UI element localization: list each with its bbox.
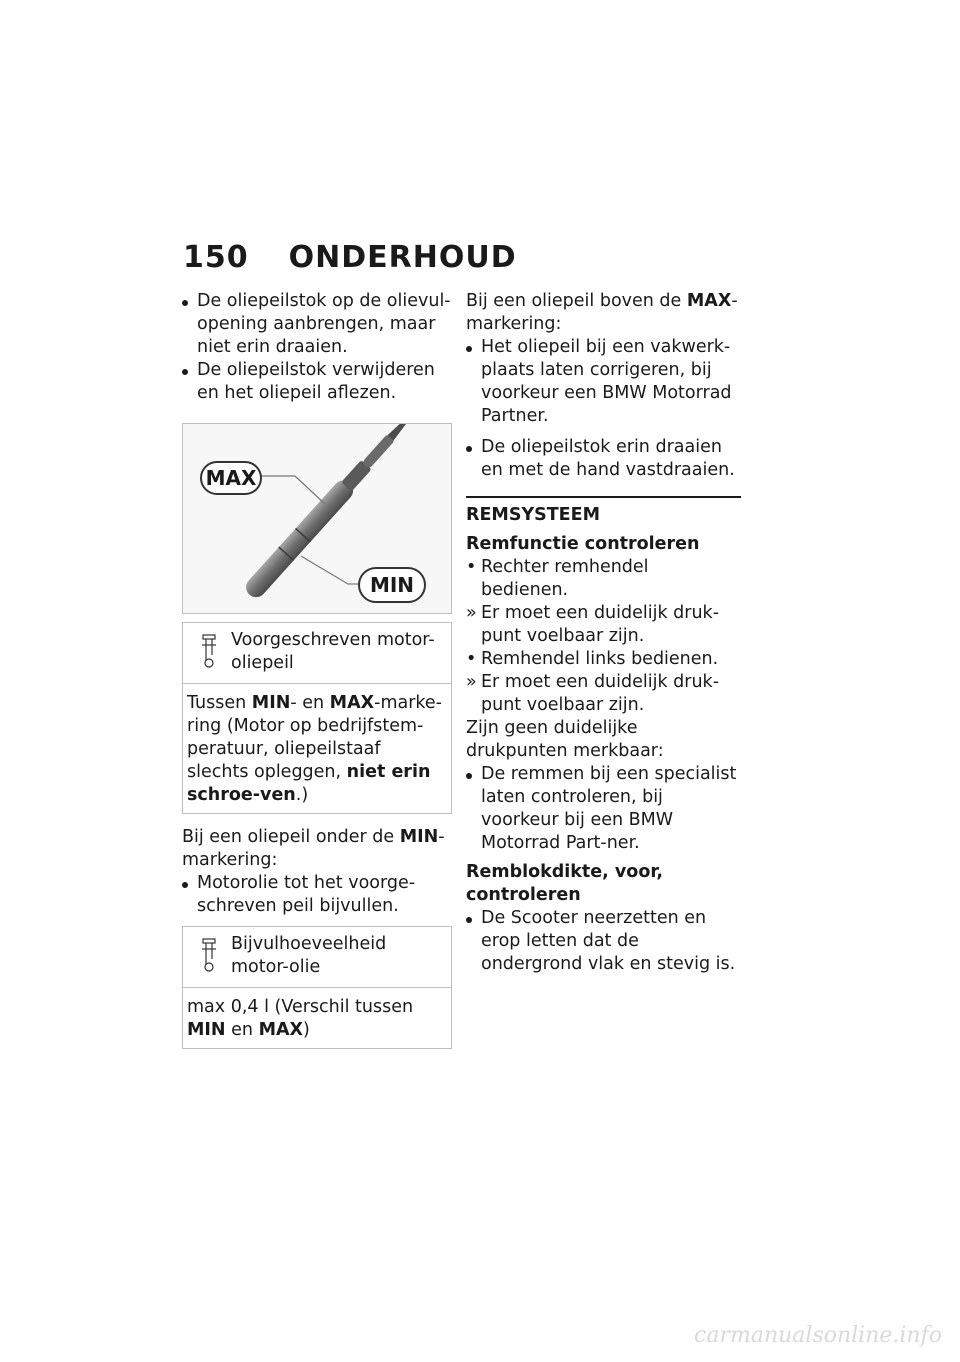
- spec-title: Bijvulhoeveelheid motor-olie: [231, 934, 387, 977]
- spec-value: max 0,4 l (Verschil tussen MIN en MAX): [187, 997, 414, 1040]
- result-item: » Er moet een duidelijk druk-punt voelbaar zijn.: [466, 672, 720, 715]
- result-marker: »: [466, 603, 477, 623]
- page-number: 150: [183, 240, 249, 275]
- max-label: MAX: [205, 466, 257, 490]
- section-title: REMSYSTEEM: [466, 496, 741, 527]
- spec-box-oil-level: [182, 622, 452, 814]
- paragraph-min: Bij een oliepeil onder de MIN-markering:: [182, 827, 445, 870]
- bullet-icon: [466, 336, 480, 359]
- list-item: • Rechter remhendel bedienen.: [466, 557, 649, 600]
- right-column: [466, 290, 741, 976]
- spec-box-refill-quantity: [182, 926, 452, 1049]
- bullet-icon: [466, 763, 480, 786]
- list-item: De oliepeilstok verwijderen en het oliepeil aflezen.: [182, 359, 452, 405]
- oil-dipstick-icon: [187, 933, 231, 979]
- subsection-title: Remfunctie controleren: [466, 534, 700, 554]
- bullet-icon: [182, 290, 196, 313]
- watermark: carmanualsonline.info: [694, 1323, 942, 1348]
- dipstick-illustration: [183, 424, 451, 613]
- paragraph-no-pressure-point: Zijn geen duidelijke drukpunten merkbaar:: [466, 718, 664, 761]
- step-marker: •: [466, 557, 477, 577]
- left-column: [182, 290, 452, 1049]
- paragraph-max: Bij een oliepeil boven de MAX-markering:: [466, 291, 738, 334]
- bullet-icon: [182, 872, 196, 895]
- list-item: De oliepeilstok erin draaien en met de hand vastdraaien.: [466, 436, 741, 482]
- page-header: [183, 240, 517, 275]
- bullet-icon: [182, 359, 196, 382]
- spec-value: Tussen MIN- en MAX-marke-ring (Motor op bedrijfstem-peratuur, oliepeilstaaf slechts opleggen, niet erin schroe-ven.): [187, 693, 442, 805]
- list-item: De Scooter neerzetten en erop letten dat de ondergrond vlak en stevig is.: [466, 907, 741, 976]
- subsection-title: Remblokdikte, voor, controleren: [466, 862, 664, 905]
- bullet-icon: [466, 907, 480, 930]
- step-marker: •: [466, 649, 477, 669]
- page-title: ONDERHOUD: [288, 240, 517, 275]
- list-item: De oliepeilstok op de olievul-opening aanbrengen, maar niet erin draaien.: [182, 290, 452, 359]
- min-label: MIN: [369, 573, 415, 597]
- list-item: Motorolie tot het voorge-schreven peil bijvullen.: [182, 872, 452, 918]
- bullet-icon: [466, 436, 480, 459]
- result-marker: »: [466, 672, 477, 692]
- result-item: » Er moet een duidelijk druk-punt voelbaar zijn.: [466, 603, 720, 646]
- list-item: De remmen bij een specialist laten controleren, bij voorkeur bij een BMW Motorrad Part-ner.: [466, 763, 741, 855]
- list-item: Het oliepeil bij een vakwerk-plaats laten corrigeren, bij voorkeur een BMW Motorrad Partner.: [466, 336, 741, 428]
- oil-dipstick-icon: [187, 629, 231, 675]
- spec-title: Voorgeschreven motor-oliepeil: [231, 630, 435, 673]
- list-item: • Remhendel links bedienen.: [466, 649, 719, 669]
- dipstick-figure: [182, 423, 452, 614]
